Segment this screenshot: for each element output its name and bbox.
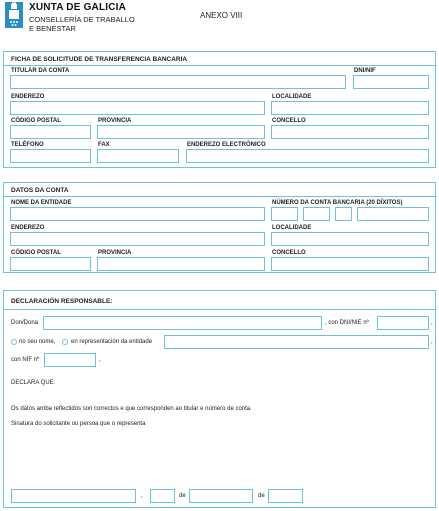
signature-label: Sinatura do solicitante ou persoa que o representa [11,421,146,427]
enderezo-entidade-input[interactable] [10,232,265,246]
fax-label: FAX [98,142,110,148]
section-divider [3,196,436,197]
codigo-postal-label: CÓDIGO POSTAL [11,118,61,124]
date-de-1: de [179,493,186,499]
concello-label: CONCELLO [272,250,306,256]
provincia-label: PROVINCIA [98,118,132,124]
date-comma: , [141,493,143,499]
enderezo-input[interactable] [10,101,265,115]
codigo-postal-input[interactable] [10,125,91,139]
radio-representation[interactable] [62,339,68,345]
comma-3: , [99,357,101,363]
localidade-entidade-input[interactable] [271,232,429,246]
account-number-part-1[interactable] [271,207,298,221]
titular-label: TITULAR DA CONTA [11,68,70,74]
entidade-label: NOME DA ENTIDADE [11,200,72,206]
provincia-input[interactable] [97,125,265,139]
telefono-input[interactable] [10,149,91,163]
month-input[interactable] [189,489,253,503]
provincia-label: PROVINCIA [98,250,132,256]
dni-nif-label: DNI/NIF [354,68,376,74]
dni-nie-input[interactable] [377,316,429,330]
comma-2: , [431,339,433,345]
account-number-part-4[interactable] [357,207,429,221]
enderezo-label: ENDEREZO [11,225,45,231]
localidade-label: LOCALIDADE [272,225,312,231]
year-input[interactable] [268,489,303,503]
comma-1: , [431,320,433,326]
annex-label: ANEXO VIII [200,11,243,20]
section-divider [3,309,436,310]
email-input[interactable] [186,149,429,163]
place-input[interactable] [11,489,136,503]
org-name: XUNTA DE GALICIA [29,2,127,13]
don-dona-input[interactable] [43,316,322,330]
fax-input[interactable] [97,149,179,163]
don-dona-label: Don/Dona [11,320,39,326]
radio-own-name-label: no seu nome, [19,339,56,345]
provincia-entidade-input[interactable] [97,257,265,271]
day-input[interactable] [150,489,175,503]
numero-conta-label: NÚMERO DA CONTA BANCARIA (20 DÍXITOS) [272,200,403,206]
codigo-postal-entidade-input[interactable] [10,257,91,271]
enderezo-label: ENDEREZO [11,94,45,100]
nif-input[interactable] [44,353,96,367]
radio-own-name[interactable] [11,339,17,345]
email-label: ENDEREZO ELECTRÓNICO [187,142,266,148]
dni-nif-input[interactable] [353,75,429,89]
localidade-label: LOCALIDADE [272,94,312,100]
account-number-part-3[interactable] [335,207,352,221]
concello-entidade-input[interactable] [271,257,429,271]
codigo-postal-label: CÓDIGO POSTAL [11,250,61,256]
dni-nie-label: , con DNI/NIE nº [325,320,369,326]
section-divider [3,65,436,66]
telefono-label: TELÉFONO [11,142,44,148]
section-title-declaration: DECLARACIÓN RESPONSABLE: [11,298,113,305]
concello-input[interactable] [271,125,429,139]
concello-label: CONCELLO [272,118,306,124]
localidade-input[interactable] [271,101,429,115]
entidade-input[interactable] [10,207,265,221]
titular-input[interactable] [10,75,346,89]
section-title-account-data: DATOS DA CONTA [11,187,69,194]
department-line-1: CONSELLERÍA DE TRABALLO [29,15,135,24]
department-line-2: E BENESTAR [29,24,76,33]
declaration-statement: Os datos arriba reflectidos son correctos e que corresponden ao titular e número de conta. [11,406,252,412]
xunta-logo-icon [5,2,23,28]
entidade-representada-input[interactable] [164,335,429,349]
declara-que-label: DECLARA QUE: [11,380,56,386]
account-number-part-2[interactable] [303,207,330,221]
nif-label: con NIF nº [11,357,40,363]
radio-representation-label: en representación da entidade [71,339,153,345]
date-de-2: de [258,493,265,499]
section-title-transfer-request: FICHA DE SOLICITUDE DE TRANSFERENCIA BANCARIA [11,56,188,63]
